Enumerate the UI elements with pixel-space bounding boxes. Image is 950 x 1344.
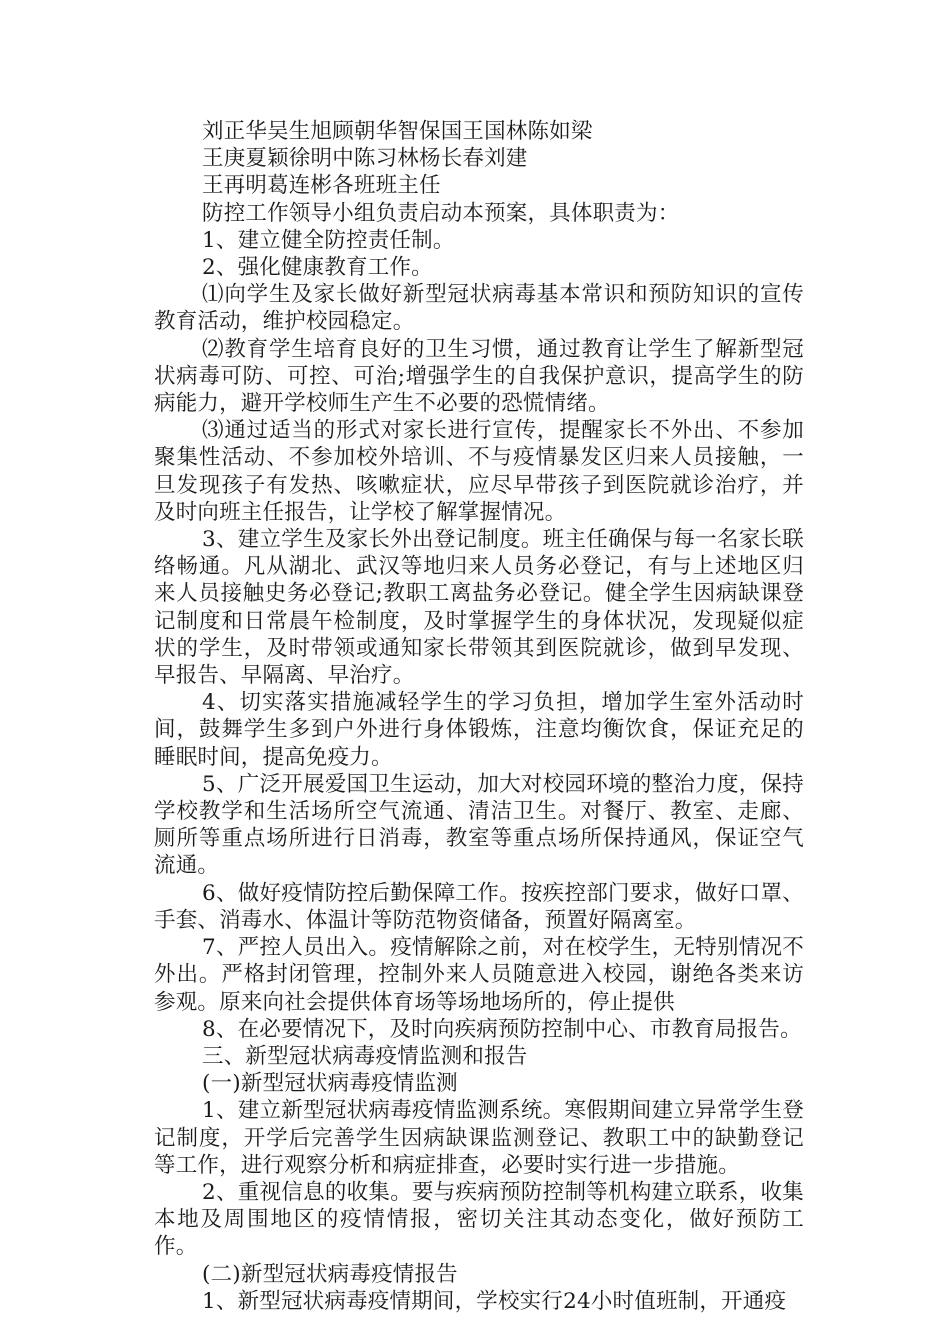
paragraph: 5、广泛开展爱国卫生运动，加大对校园环境的整治力度，保持学校教学和生活场所空气流通、清洁卫生。对餐厅、教室、走廊、厕所等重点场所进行日消毒，教室等重点场所保持通风，保证空气流通。: [154, 771, 804, 879]
paragraph: 1、建立健全防控责任制。: [202, 227, 455, 253]
paragraph: 1、新型冠状病毒疫情期间，学校实行24小时值班制，开通疫: [202, 1288, 787, 1314]
document-body: [154, 118, 804, 1315]
subsection-heading: (二)新型冠状病毒疫情报告: [202, 1261, 458, 1287]
paragraph: 3、建立学生及家长外出登记制度。班主任确保与每一名家长联络畅通。凡从湖北、武汉等地归来人员务必登记，有与上述地区归来人员接触史务必登记;教职工离盐务必登记。健全学生因病缺课登记制度和日常晨午检制度，及时掌握学生的身体状况，发现疑似症状的学生，及时带领或通知家长带领其到医院就诊，做到早发现、早报告、早隔离、早治疗。: [154, 527, 804, 689]
paragraph: 4、切实落实措施减轻学生的学习负担，增加学生室外活动时间，鼓舞学生多到户外进行身体锻炼，注意均衡饮食，保证充足的睡眠时间，提高免疫力。: [154, 690, 804, 770]
paragraph: ⑴向学生及家长做好新型冠状病毒基本常识和预防知识的宣传教育活动，维护校园稳定。: [154, 282, 804, 335]
paragraph: 王再明葛连彬各班班主任: [202, 173, 441, 199]
subsection-heading: (一)新型冠状病毒疫情监测: [202, 1071, 458, 1097]
paragraph: 8、在必要情况下，及时向疾病预防控制中心、市教育局报告。: [202, 1016, 802, 1042]
paragraph: 6、做好疫情防控后勤保障工作。按疾控部门要求，做好口罩、手套、消毒水、体温计等防范物资储备，预置好隔离室。: [154, 880, 804, 933]
paragraph: 王庚夏颖徐明中陈习林杨长春刘建: [202, 146, 528, 172]
section-heading: 三、新型冠状病毒疫情监测和报告: [202, 1043, 528, 1069]
paragraph: 刘正华吴生旭顾朝华智保国王国林陈如梁: [202, 119, 593, 144]
paragraph: ⑵教育学生培育良好的卫生习惯，通过教育让学生了解新型冠状病毒可防、可控、可治;增强学生的自我保护意识，提高学生的防病能力，避开学校师生产生不必要的恐慌情绪。: [154, 336, 804, 417]
paragraph: 防控工作领导小组负责启动本预案，具体职责为：: [202, 200, 680, 226]
paragraph: 7、严控人员出入。疫情解除之前，对在校学生，无特别情况不外出。严格封闭管理，控制外来人员随意进入校园，谢绝各类来访参观。原来向社会提供体育场等场地场所的，停止提供: [154, 935, 804, 1015]
paragraph: ⑶通过适当的形式对家长进行宣传，提醒家长不外出、不参加聚集性活动、不参加校外培训、不与疫情暴发区归来人员接触，一旦发现孩子有发热、咳嗽症状，应尽早带孩子到医院就诊治疗，并及时向班主任报告，让学校了解掌握情况。: [154, 418, 804, 525]
paragraph: 1、建立新型冠状病毒疫情监测系统。寒假期间建立异常学生登记制度，开学后完善学生因病缺课监测登记、教职工中的缺勤登记等工作，进行观察分析和病症排查，必要时实行进一步措施。: [154, 1098, 804, 1178]
paragraph: 2、强化健康教育工作。: [202, 255, 433, 281]
paragraph: 2、重视信息的收集。要与疾病预防控制等机构建立联系，收集本地及周围地区的疫情情报，密切关注其动态变化，做好预防工作。: [154, 1179, 804, 1260]
